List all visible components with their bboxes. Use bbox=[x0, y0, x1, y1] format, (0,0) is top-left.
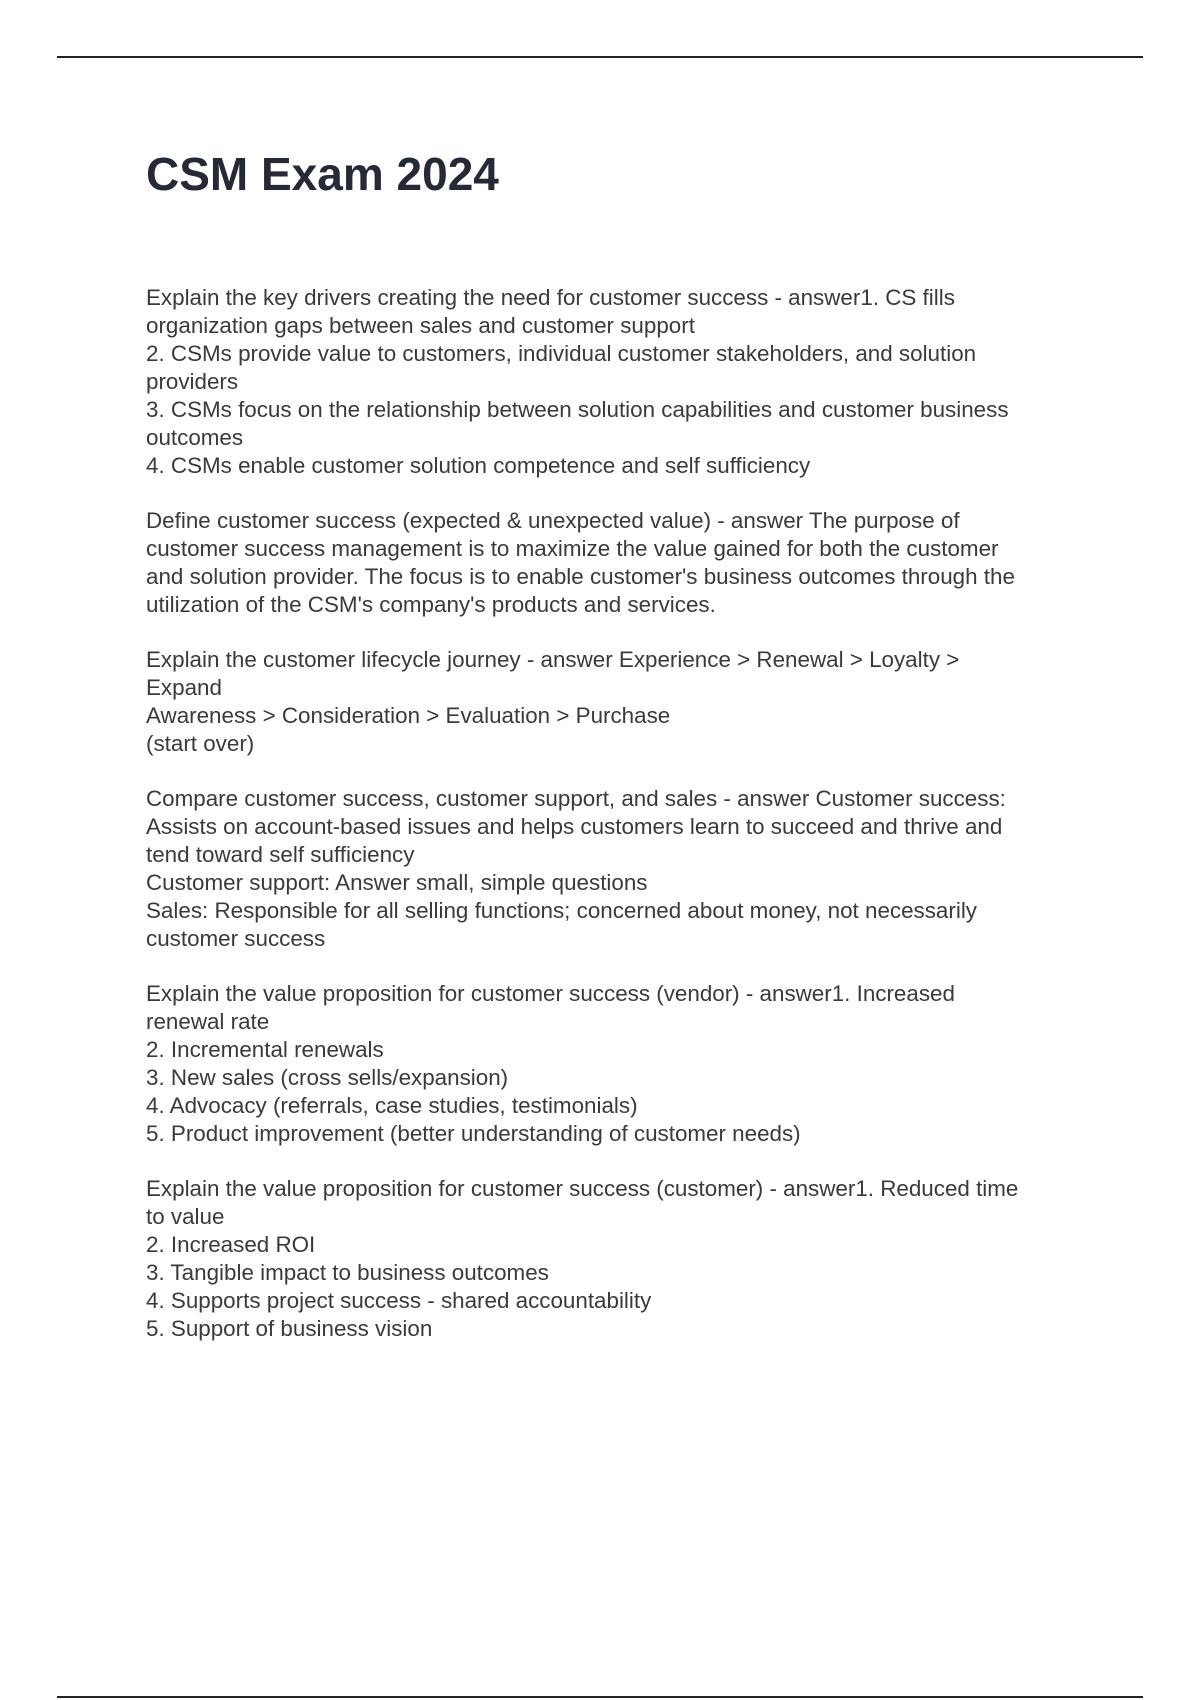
bottom-divider bbox=[57, 1696, 1143, 1698]
qa-block-lifecycle-journey bbox=[146, 646, 1096, 758]
text-line: customer success management is to maximize the value gained for both the customer bbox=[146, 536, 999, 561]
text-line: 3. CSMs focus on the relationship between solution capabilities and customer business bbox=[146, 397, 1009, 422]
text-line: utilization of the CSM's company's products and services. bbox=[146, 592, 716, 617]
text-line: Explain the customer lifecycle journey - answer Experience > Renewal > Loyalty > bbox=[146, 647, 960, 672]
text-line: 2. CSMs provide value to customers, individual customer stakeholders, and solution bbox=[146, 341, 977, 366]
text-line: Explain the value proposition for customer success (vendor) - answer1. Increased bbox=[146, 981, 955, 1006]
text-line: providers bbox=[146, 369, 239, 394]
text-line: 4. CSMs enable customer solution competence and self sufficiency bbox=[146, 453, 811, 478]
text-line: (start over) bbox=[146, 731, 255, 756]
text-line: 3. Tangible impact to business outcomes bbox=[146, 1260, 549, 1285]
text-line: organization gaps between sales and customer support bbox=[146, 313, 695, 338]
document-body bbox=[146, 284, 1096, 1370]
document-title: CSM Exam 2024 bbox=[146, 148, 499, 200]
text-line: 5. Support of business vision bbox=[146, 1316, 433, 1341]
text-line: 4. Advocacy (referrals, case studies, testimonials) bbox=[146, 1093, 638, 1118]
text-line: Define customer success (expected & unexpected value) - answer The purpose of bbox=[146, 508, 960, 533]
top-divider bbox=[57, 56, 1143, 58]
text-line: Compare customer success, customer support, and sales - answer Customer success: bbox=[146, 786, 1006, 811]
text-line: and solution provider. The focus is to enable customer's business outcomes through the bbox=[146, 564, 1015, 589]
text-line: 3. New sales (cross sells/expansion) bbox=[146, 1065, 509, 1090]
text-line: Explain the key drivers creating the need for customer success - answer1. CS fills bbox=[146, 285, 955, 310]
text-line: 2. Incremental renewals bbox=[146, 1037, 384, 1062]
text-line: 2. Increased ROI bbox=[146, 1232, 316, 1257]
qa-block-value-proposition-customer bbox=[146, 1175, 1096, 1343]
text-line: Customer support: Answer small, simple questions bbox=[146, 870, 648, 895]
text-line: Expand bbox=[146, 675, 222, 700]
text-line: Explain the value proposition for customer success (customer) - answer1. Reduced time bbox=[146, 1176, 1019, 1201]
text-line: 4. Supports project success - shared accountability bbox=[146, 1288, 652, 1313]
qa-block-compare-success-support-sales bbox=[146, 785, 1096, 953]
text-line: tend toward self sufficiency bbox=[146, 842, 415, 867]
text-line: Assists on account-based issues and helps customers learn to succeed and thrive and bbox=[146, 814, 1003, 839]
text-line: renewal rate bbox=[146, 1009, 270, 1034]
text-line: Sales: Responsible for all selling functions; concerned about money, not necessarily bbox=[146, 898, 977, 923]
qa-block-value-proposition-vendor bbox=[146, 980, 1096, 1148]
text-line: customer success bbox=[146, 926, 326, 951]
text-line: Awareness > Consideration > Evaluation > Purchase bbox=[146, 703, 671, 728]
qa-block-key-drivers bbox=[146, 284, 1096, 480]
text-line: 5. Product improvement (better understanding of customer needs) bbox=[146, 1121, 801, 1146]
text-line: to value bbox=[146, 1204, 225, 1229]
text-line: outcomes bbox=[146, 425, 244, 450]
qa-block-define-customer-success bbox=[146, 507, 1096, 619]
